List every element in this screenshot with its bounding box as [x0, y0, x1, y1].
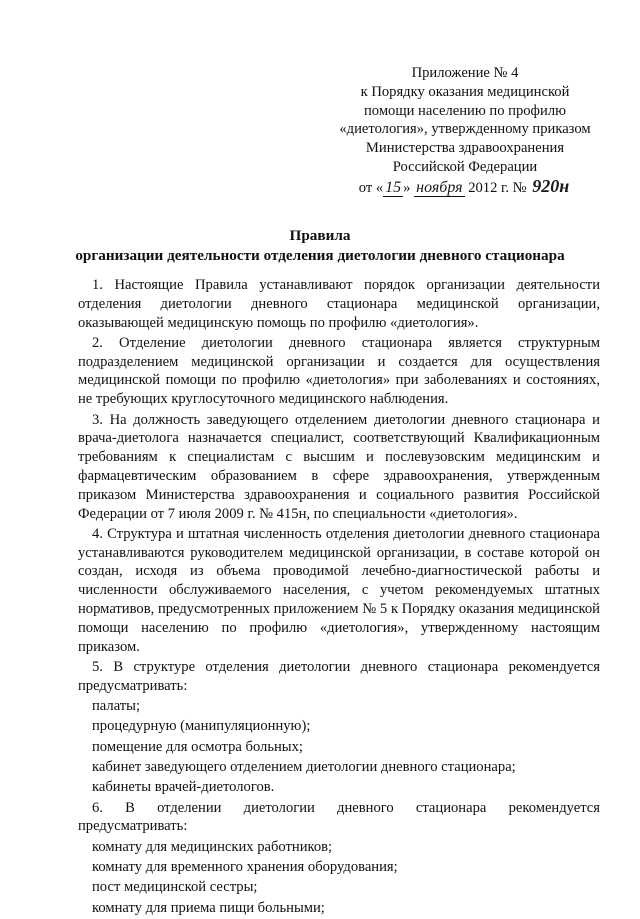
appendix-line: к Порядку оказания медицинской — [360, 83, 570, 100]
list-item: кабинеты врачей-диетологов. — [92, 779, 275, 796]
handwritten-day: 15 — [385, 178, 402, 196]
paragraph-2: 2. Отделение диетологии дневного стационара является структурным подразделением медицинской организации и создается для осуществления медицинской помощи по профилю «диетология» при заболеваниях и состояниях, не требующих круглосуточного медицинского наблюдения. — [78, 334, 600, 408]
list-item: процедурную (манипуляционную); — [92, 718, 311, 735]
paragraph-4: 4. Структура и штатная численность отделения диетологии дневного стационара устанавливаются руководителем медицинской организации, в составе которой он создан, исходя из объема проводимой лечебно-диагностической работы и численности обслуживаемого населения, с учетом рекомендуемых штатных нормативов, предусмотренных приложением № 5 к Порядку оказания медицинской помощи населению по профилю «диетология», утвержденному настоящим приказом. — [78, 525, 600, 655]
appendix-number: Приложение № 4 — [411, 65, 519, 81]
list-item: пост медицинской сестры; — [92, 879, 258, 896]
list-item: палаты; — [92, 698, 141, 715]
list-item: помещение для осмотра больных; — [92, 738, 303, 755]
appendix-line: «диетология», утвержденному приказом — [339, 121, 591, 138]
appendix-line: помощи населению по профилю — [363, 102, 567, 119]
appendix-header — [330, 64, 600, 198]
list-item: комнату для приема пищи больными; — [92, 899, 325, 916]
paragraph-3: 3. На должность заведующего отделением диетологии дневного стационара и врача-диетолога назначается специалист, соответствующий Квалификационным требованиям к специалистам с высшим и послевузовским медицинским и фармацевтическим образованием в сфере здравоохранения, утвержденным приказом Министерства здравоохранения и социального развития Российской Федерации от 7 июля 2009 г. № 415н, по специальности «диетология». — [78, 411, 600, 522]
list-item: комнату для медицинских работников; — [92, 838, 333, 855]
appendix-line: Российской Федерации — [392, 158, 538, 175]
document-body — [78, 276, 600, 919]
handwritten-month: ноября — [416, 178, 463, 196]
title-main: Правила — [289, 227, 351, 244]
document-title — [40, 226, 600, 266]
handwritten-order-number: 920н — [532, 175, 570, 196]
appendix-line: Министерства здравоохранения — [365, 140, 565, 157]
order-date-line: от « 15 » ноября 2012 г. № 920н — [358, 175, 570, 196]
paragraph-5: 5. В структуре отделения диетологии дневного стационара рекомендуется предусматривать: — [78, 658, 600, 694]
paragraph-1: 1. Настоящие Правила устанавливают порядок организации деятельности отделения диетологии дневного стационара медицинской организации, оказывающей медицинскую помощь по профилю «диетология». — [78, 277, 600, 331]
list-item: кабинет заведующего отделением диетологии дневного стационара; — [92, 758, 516, 775]
list-item: комнату для временного хранения оборудования; — [92, 858, 398, 875]
title-subtitle: организации деятельности отделения диетологии дневного стационара — [75, 247, 565, 264]
paragraph-6: 6. В отделении диетологии дневного стационара рекомендуется предусматривать: — [78, 799, 600, 835]
